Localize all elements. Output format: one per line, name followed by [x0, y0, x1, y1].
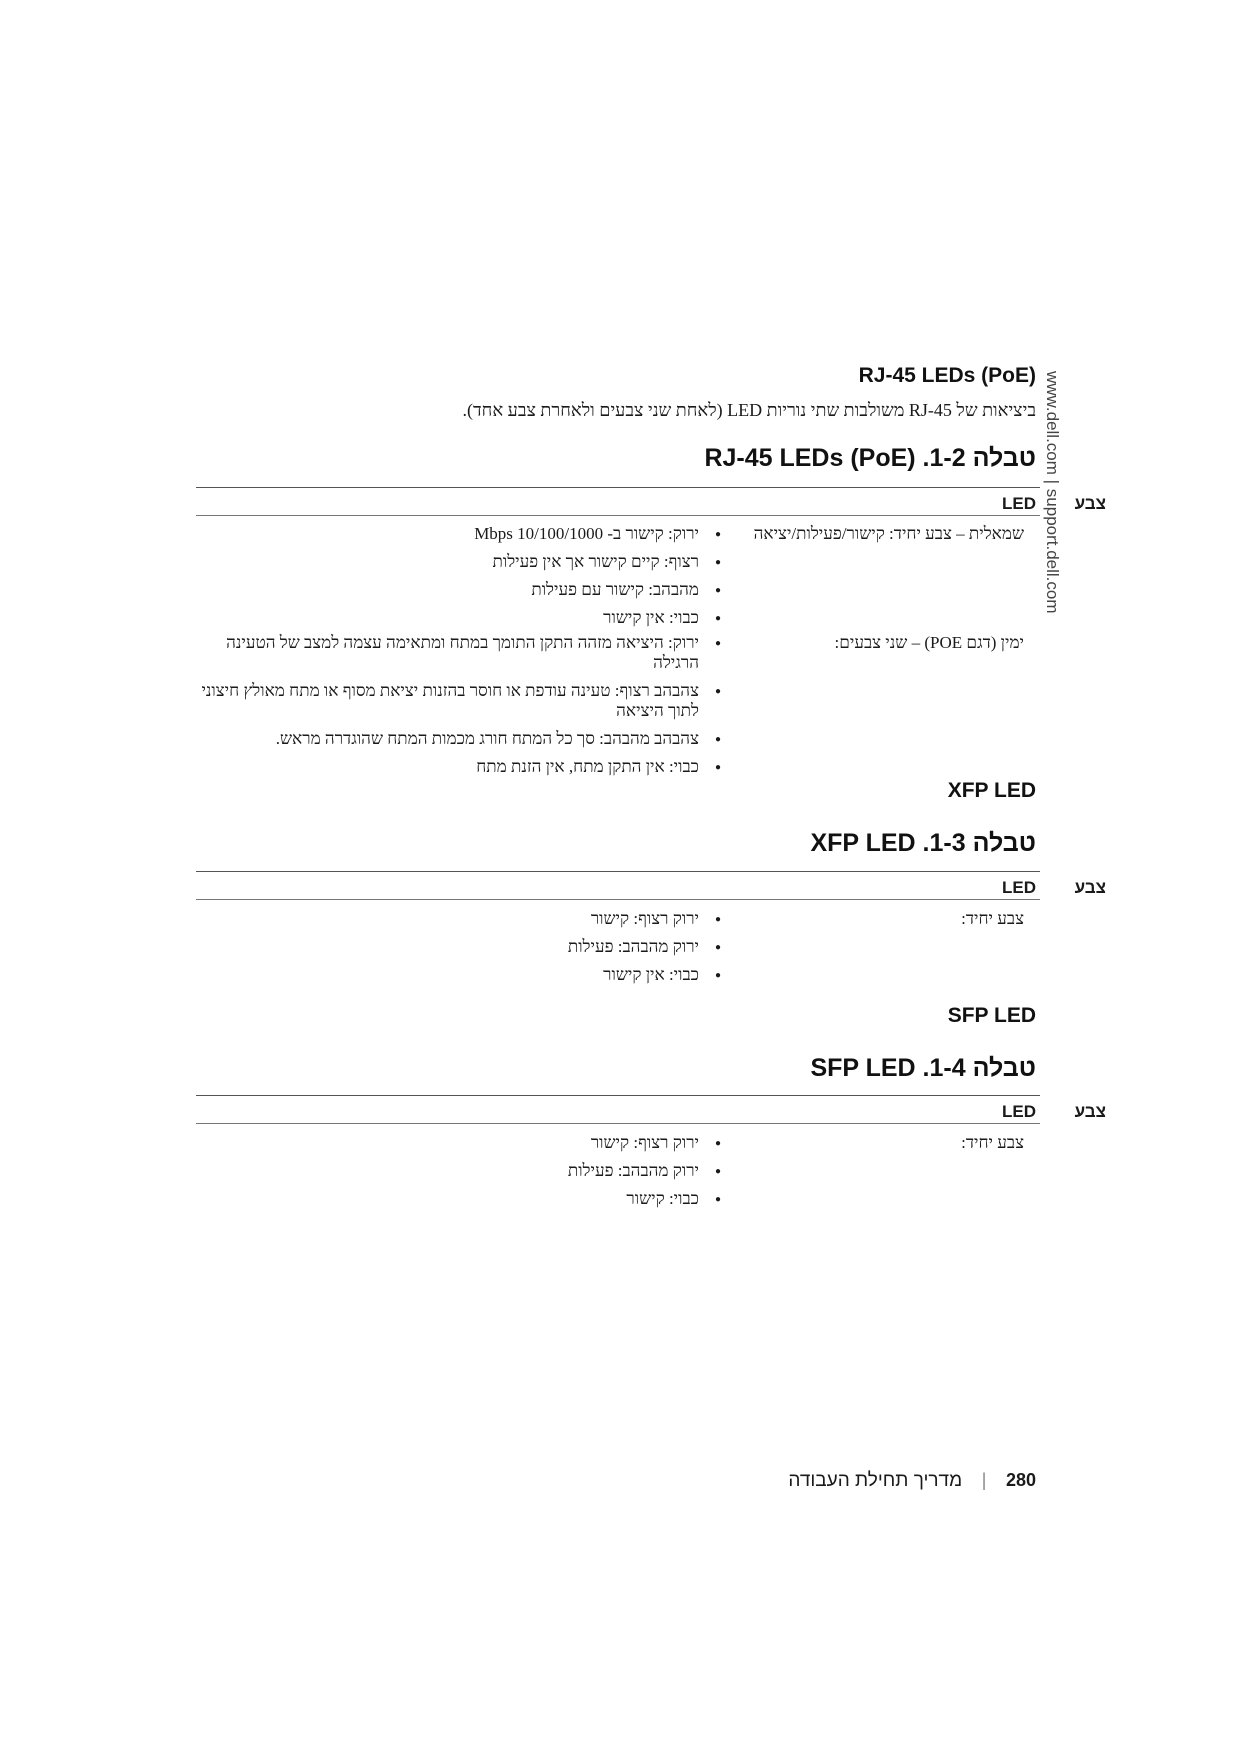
- header-color: צבע: [1074, 878, 1106, 897]
- side-url: www.dell.com | support.dell.com: [1043, 371, 1062, 614]
- list-item: ● צהבהב מהבהב: סך כל המתח חורג מכמות המתח שהוגדרה מראש.: [196, 729, 721, 749]
- footer-separator: |: [982, 1470, 986, 1491]
- table-top-rule: [196, 487, 1040, 488]
- list-item: ● ירוק רצוף: קישור: [196, 1133, 721, 1153]
- table-title-rj45: טבלה 1-2. RJ-45 LEDs (PoE): [704, 444, 1036, 472]
- table-top-rule: [196, 1095, 1040, 1096]
- row-label: צבע יחיד:: [961, 909, 1024, 928]
- header-led: LED: [1002, 494, 1036, 513]
- row-label: צבע יחיד:: [961, 1133, 1024, 1152]
- section-title-sfp: SFP LED: [947, 1004, 1036, 1027]
- page-number: 280: [1005, 1470, 1036, 1490]
- section-title-xfp: XFP LED: [947, 779, 1036, 802]
- list-item: ● כבוי: אין קישור: [196, 608, 721, 628]
- list-item: ● כבוי: אין התקן מתח, אין הזנת מתח: [196, 757, 721, 777]
- header-led: LED: [1002, 878, 1036, 897]
- table-title-xfp: טבלה 1-3. XFP LED: [810, 829, 1036, 857]
- table-top-rule: [196, 871, 1040, 872]
- list-item: ● רצוף: קיים קישור אך אין פעילות: [196, 552, 721, 572]
- row-label: שמאלית – צבע יחיד: קישור/פעילות/יציאה: [753, 524, 1024, 543]
- list-item: ● ירוק: היציאה מזהה התקן התומך במתח ומתאימה עצמה למצב של הטעינה הרגילה: [196, 633, 721, 673]
- table-header-rule: [196, 899, 1040, 900]
- table-header-rule: [196, 515, 1040, 516]
- list-item: ● כבוי: קישור: [196, 1189, 721, 1209]
- header-color: צבע: [1074, 1102, 1106, 1121]
- row-items: [196, 909, 721, 993]
- list-item: ● מהבהב: קישור עם פעילות: [196, 580, 721, 600]
- list-item: ● כבוי: אין קישור: [196, 965, 721, 985]
- list-item: ● ירוק מהבהב: פעילות: [196, 937, 721, 957]
- list-item: ● ירוק רצוף: קישור: [196, 909, 721, 929]
- table-header-rule: [196, 1123, 1040, 1124]
- list-item: ● צהבהב רצוף: טעינה עודפת או חוסר בהזנות יציאת מסוף או מתח מאולץ חיצוני לתוך היציאה: [196, 681, 721, 721]
- book-title: מדריך תחילת העבודה: [788, 1470, 963, 1491]
- row-label: ימין (דגם POE) – שני צבעים:: [834, 633, 1024, 652]
- section-title-rj45: RJ-45 LEDs (PoE): [858, 364, 1036, 387]
- row-items: [196, 1133, 721, 1217]
- row-items: [196, 633, 721, 785]
- row-items: [196, 524, 721, 636]
- section-intro-rj45: ביציאות של RJ-45 משולבות שתי נוריות LED (לאחת שני צבעים ולאחרת צבע אחד).: [462, 400, 1036, 420]
- page-footer: [196, 1470, 1036, 1492]
- header-led: LED: [1002, 1102, 1036, 1121]
- list-item: ● ירוק: קישור ב- 10/100/1000 Mbps: [196, 524, 721, 544]
- table-title-sfp: טבלה 1-4. SFP LED: [810, 1054, 1036, 1082]
- header-color: צבע: [1074, 494, 1106, 513]
- list-item: ● ירוק מהבהב: פעילות: [196, 1161, 721, 1181]
